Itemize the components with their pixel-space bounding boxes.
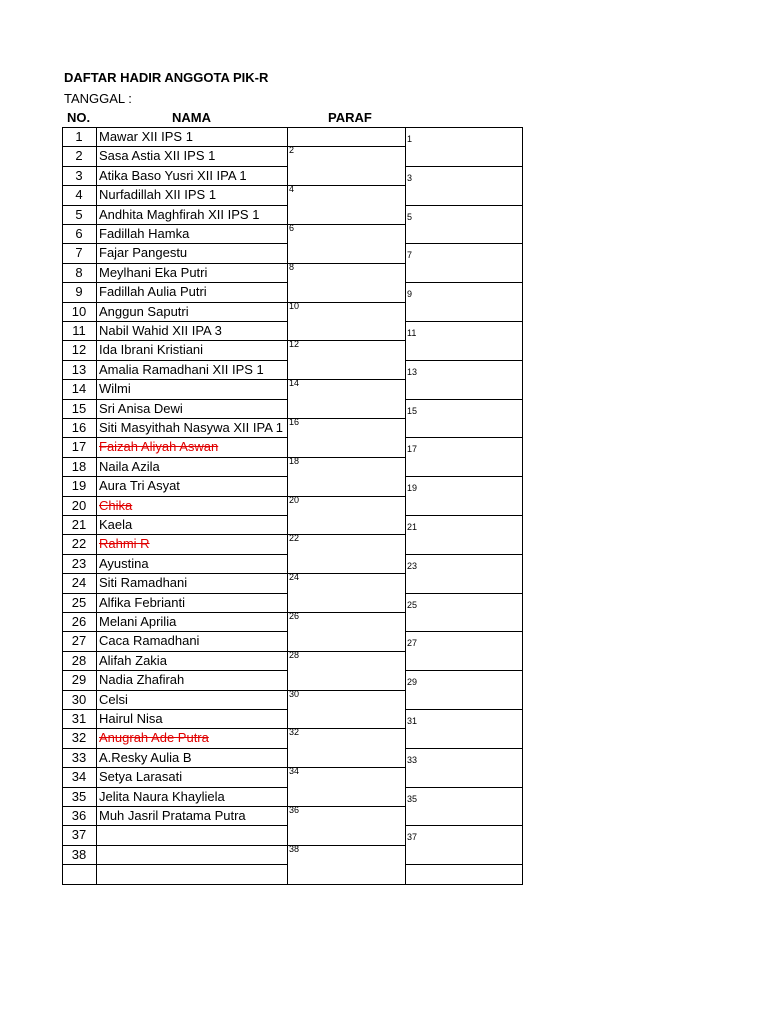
- date-label: TANGGAL :: [64, 91, 132, 106]
- grid-line-horizontal: [287, 573, 406, 574]
- grid-line-horizontal: [287, 845, 406, 846]
- member-name: Siti Masyithah Nasywa XII IPA 1: [99, 420, 283, 435]
- paraf-number: 30: [289, 688, 300, 699]
- row-number: 36: [71, 808, 87, 823]
- paraf-number: 2: [289, 145, 295, 156]
- row-number: 27: [71, 633, 87, 649]
- paraf-number: 8: [289, 261, 295, 272]
- row-number: 13: [71, 361, 87, 377]
- row-number: 35: [71, 788, 87, 804]
- grid-line-horizontal: [405, 884, 523, 885]
- member-name: Sri Anisa Dewi: [99, 400, 183, 416]
- member-name: A.Resky Aulia B: [99, 749, 192, 765]
- paraf-number: 36: [289, 805, 300, 815]
- grid-line-horizontal: [287, 418, 406, 419]
- row-number: 10: [71, 303, 87, 319]
- row-number: 6: [75, 226, 83, 241]
- grid-line-horizontal: [287, 884, 406, 885]
- row-number: 16: [71, 420, 87, 435]
- row-number: 1: [75, 129, 83, 144]
- row-number: 11: [72, 323, 86, 338]
- member-name: Caca Ramadhani: [99, 633, 200, 649]
- member-name: Meylhani Eka Putri: [99, 264, 208, 280]
- member-name: Rahmi R: [99, 536, 150, 552]
- grid-line-horizontal: [405, 825, 523, 826]
- member-name: Alfika Febrianti: [99, 594, 185, 610]
- grid-line-horizontal: [405, 127, 523, 128]
- grid-line-horizontal: [405, 437, 523, 438]
- paraf-number: 24: [289, 572, 300, 583]
- paraf-number: 4: [289, 184, 295, 195]
- paraf-number: 16: [289, 417, 300, 427]
- grid-line-horizontal: [405, 670, 523, 671]
- grid-line-horizontal: [405, 399, 523, 400]
- grid-line-horizontal: [405, 748, 523, 749]
- grid-line-horizontal: [62, 864, 288, 865]
- grid-line-horizontal: [287, 767, 406, 768]
- member-name: Amalia Ramadhani XII IPS 1: [99, 361, 264, 377]
- grid-line-vertical: [405, 127, 406, 884]
- paraf-number: 13: [407, 366, 418, 377]
- member-name: Mawar XII IPS 1: [99, 129, 193, 144]
- row-number: 28: [71, 652, 87, 668]
- row-number: 7: [75, 245, 83, 261]
- grid-line-horizontal: [405, 787, 523, 788]
- paraf-number: 15: [407, 405, 418, 416]
- member-name: Siti Ramadhani: [99, 575, 188, 591]
- paraf-number: 9: [407, 289, 413, 300]
- member-name: Kaela: [99, 517, 133, 532]
- grid-line-horizontal: [287, 728, 406, 729]
- paraf-number: 23: [407, 560, 418, 571]
- row-number: 24: [71, 575, 87, 591]
- row-number: 22: [71, 536, 87, 552]
- row-number: 14: [71, 381, 87, 397]
- grid-line-horizontal: [405, 631, 523, 632]
- paraf-number: 11: [407, 328, 417, 338]
- row-number: 33: [71, 749, 87, 765]
- member-name: Celsi: [99, 691, 128, 707]
- member-name: Melani Aprilia: [99, 614, 177, 629]
- paraf-number: 17: [407, 444, 418, 455]
- grid-line-horizontal: [287, 127, 406, 128]
- grid-line-horizontal: [405, 243, 523, 244]
- paraf-number: 3: [407, 172, 413, 183]
- member-name: Fajar Pangestu: [99, 245, 188, 261]
- paraf-number: 14: [289, 378, 300, 389]
- member-name: Faizah Aliyah Aswan: [99, 439, 219, 455]
- member-name: Naila Azila: [99, 458, 160, 474]
- member-name: Muh Jasril Pratama Putra: [99, 808, 246, 823]
- member-name: [97, 845, 288, 864]
- grid-line-horizontal: [287, 457, 406, 458]
- row-number: 26: [71, 614, 87, 629]
- row-number: 30: [71, 691, 87, 707]
- member-name: Setya Larasati: [99, 769, 183, 785]
- row-number: 38: [71, 846, 87, 862]
- member-name: Anggun Saputri: [99, 303, 189, 319]
- row-number: 2: [75, 148, 83, 164]
- paraf-number: 7: [407, 250, 413, 261]
- row-number: 31: [71, 711, 87, 726]
- paraf-number: 35: [407, 793, 418, 804]
- member-name: Wilmi: [99, 381, 131, 397]
- grid-line-horizontal: [287, 651, 406, 652]
- grid-line-horizontal: [405, 476, 523, 477]
- member-name: Hairul Nisa: [99, 711, 163, 726]
- grid-line-horizontal: [287, 263, 406, 264]
- member-name: Andhita Maghfirah XII IPS 1: [99, 206, 260, 222]
- member-name: Sasa Astia XII IPS 1: [99, 148, 216, 164]
- member-name: Anugrah Ade Putra: [99, 730, 209, 746]
- row-number: 23: [71, 555, 87, 571]
- row-number: 25: [71, 594, 87, 610]
- paraf-number: 22: [289, 533, 300, 544]
- row-number: 8: [75, 264, 83, 280]
- grid-line-horizontal: [405, 360, 523, 361]
- grid-line-horizontal: [405, 554, 523, 555]
- paraf-number: 28: [289, 649, 300, 660]
- member-name: Alifah Zakia: [99, 652, 167, 668]
- grid-line-horizontal: [405, 321, 523, 322]
- paraf-number: 26: [289, 611, 300, 621]
- grid-line-horizontal: [405, 205, 523, 206]
- grid-line-vertical: [522, 127, 523, 884]
- row-number: 19: [71, 478, 87, 494]
- grid-line-horizontal: [62, 884, 288, 885]
- grid-line-horizontal: [405, 515, 523, 516]
- header-nama: NAMA: [172, 110, 211, 125]
- grid-line-horizontal: [287, 224, 406, 225]
- member-name: Chika: [99, 497, 133, 513]
- grid-line-horizontal: [405, 593, 523, 594]
- paraf-number: 20: [289, 494, 300, 505]
- grid-line-horizontal: [287, 496, 406, 497]
- member-name: Nabil Wahid XII IPA 3: [99, 323, 222, 338]
- grid-line-horizontal: [405, 282, 523, 283]
- row-number: 21: [71, 517, 87, 532]
- grid-line-horizontal: [287, 340, 406, 341]
- paraf-number: 10: [289, 300, 300, 311]
- grid-line-horizontal: [405, 864, 523, 865]
- member-name: [97, 825, 288, 844]
- row-number: 17: [71, 439, 87, 455]
- row-number: 4: [75, 187, 83, 203]
- member-name: Atika Baso Yusri XII IPA 1: [99, 167, 247, 183]
- paraf-number: 18: [289, 455, 300, 466]
- paraf-number: 5: [407, 211, 413, 222]
- row-number: 20: [71, 497, 87, 513]
- row-number: 37: [71, 827, 87, 843]
- paraf-number: 25: [407, 599, 418, 610]
- grid-line-horizontal: [287, 379, 406, 380]
- header-paraf: PARAF: [328, 110, 372, 125]
- paraf-number: 1: [407, 134, 413, 144]
- grid-line-horizontal: [287, 534, 406, 535]
- grid-line-horizontal: [287, 690, 406, 691]
- row-number: 3: [75, 167, 83, 183]
- member-name: Ayustina: [99, 555, 149, 571]
- grid-line-horizontal: [405, 166, 523, 167]
- paraf-number: 37: [407, 832, 418, 843]
- header-no: NO.: [67, 110, 91, 125]
- paraf-number: 27: [407, 638, 418, 649]
- grid-line-horizontal: [287, 302, 406, 303]
- paraf-number: 19: [407, 483, 418, 494]
- paraf-number: 32: [289, 727, 300, 738]
- paraf-number: 12: [289, 339, 300, 350]
- row-number: 18: [71, 458, 87, 474]
- member-name: Fadillah Aulia Putri: [99, 284, 207, 300]
- grid-line-horizontal: [287, 612, 406, 613]
- grid-line-horizontal: [287, 146, 406, 147]
- sheet-title: DAFTAR HADIR ANGGOTA PIK-R: [64, 70, 269, 85]
- row-number: 29: [71, 672, 87, 688]
- member-name: Nurfadillah XII IPS 1: [99, 187, 217, 203]
- paraf-number: 33: [407, 754, 418, 765]
- row-number: 12: [71, 342, 87, 358]
- member-name: Jelita Naura Khayliela: [99, 788, 225, 804]
- row-number: 15: [71, 400, 87, 416]
- grid-line-horizontal: [405, 709, 523, 710]
- member-name: Fadillah Hamka: [99, 226, 190, 241]
- paraf-number: 6: [289, 223, 295, 233]
- paraf-number: 31: [407, 716, 418, 726]
- row-number: 5: [75, 206, 83, 222]
- member-name: Ida Ibrani Kristiani: [99, 342, 204, 358]
- paraf-number: 34: [289, 766, 300, 777]
- grid-line-horizontal: [287, 806, 406, 807]
- row-number: 34: [71, 769, 87, 785]
- paraf-number: 38: [289, 843, 300, 854]
- grid-line-horizontal: [287, 185, 406, 186]
- row-number: 32: [71, 730, 87, 746]
- paraf-number: 21: [407, 522, 418, 532]
- member-name: Nadia Zhafirah: [99, 672, 185, 688]
- member-name: Aura Tri Asyat: [99, 478, 180, 494]
- paraf-number: 29: [407, 677, 418, 688]
- row-number: 9: [75, 284, 83, 300]
